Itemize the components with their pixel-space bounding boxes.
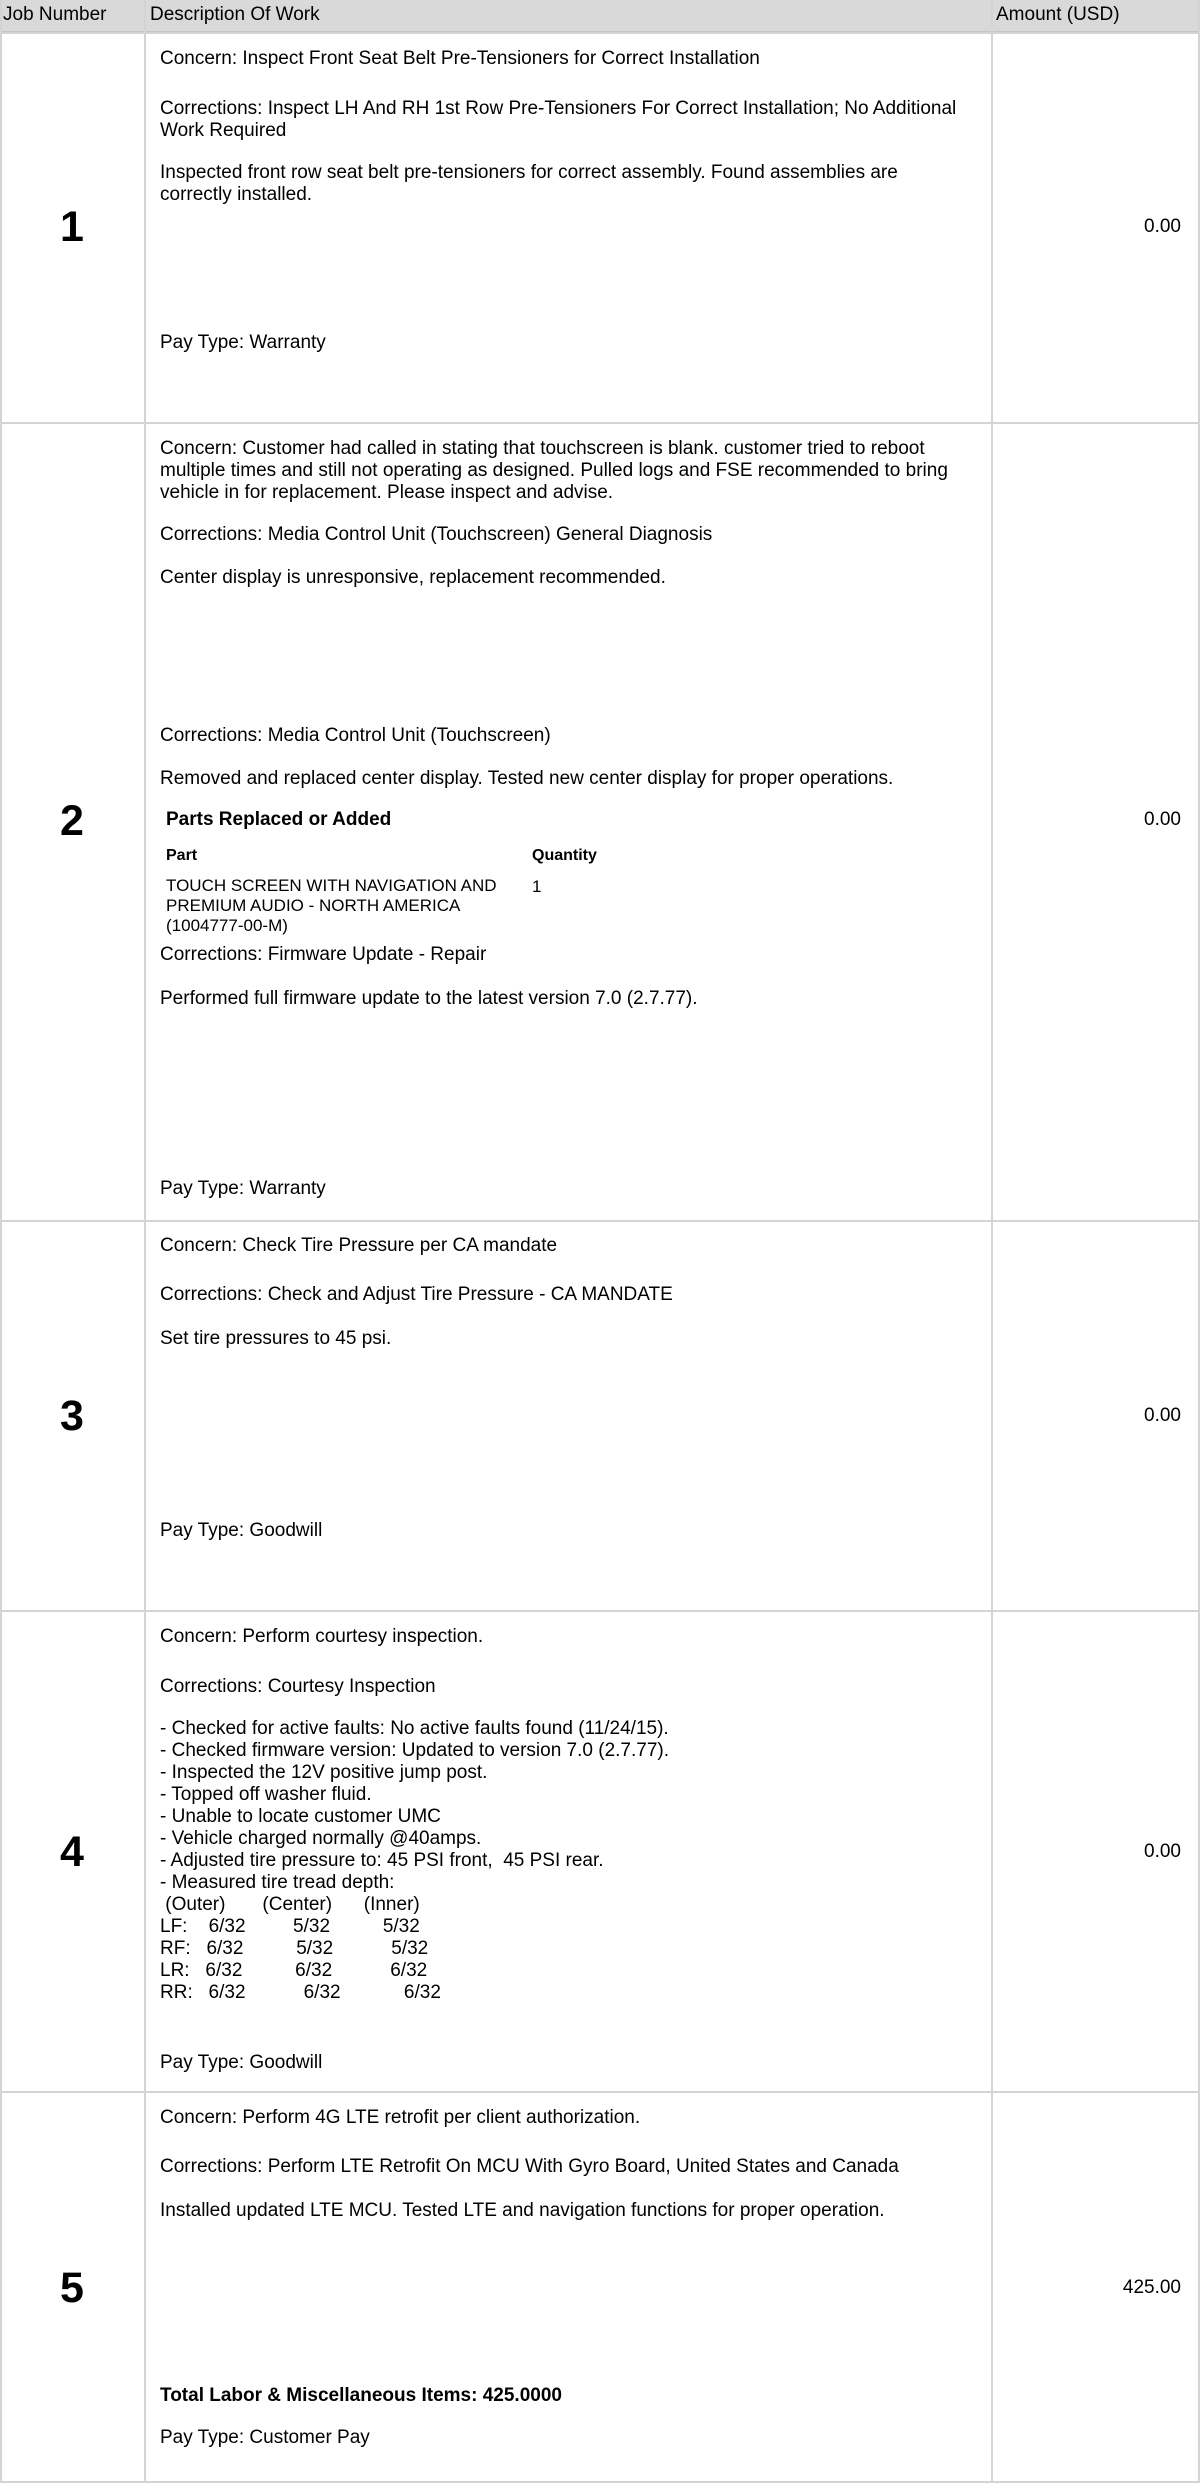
table-header	[0, 0, 1200, 32]
work-notes: Installed updated LTE MCU. Tested LTE and navigation functions for proper operation.	[160, 2200, 885, 2221]
job-number: 1	[60, 203, 84, 251]
pay-type: Pay Type: Goodwill	[160, 1520, 323, 1541]
concern-text: Concern: Check Tire Pressure per CA mandate	[160, 1235, 558, 1256]
job-number: 4	[60, 1828, 84, 1876]
corrections-text: Corrections: Firmware Update - Repair	[160, 944, 487, 965]
pay-type: Pay Type: Warranty	[160, 332, 326, 353]
work-notes: Set tire pressures to 45 psi.	[160, 1328, 392, 1349]
work-notes: Inspected front row seat belt pre-tensioners for correct assembly. Found assemblies are correctly installed.	[160, 162, 898, 205]
job-number: 3	[60, 1392, 84, 1440]
amount-value: 0.00	[1144, 1405, 1181, 1426]
corrections-text: Corrections: Inspect LH And RH 1st Row Pre-Tensioners For Correct Installation; No Additional Work Required	[160, 98, 957, 141]
inspection-checklist: - Checked for active faults: No active faults found (11/24/15). - Checked firmware version: Updated to version 7.0 (2.7.77). - Inspected the 12V positive jump post. - Topped off washer fluid. - Unable to locate customer UMC - Vehicle charged normally @40amps. - Adjusted tire pressure to: 45 PSI front, 45 PSI rear. - Measured tire tread depth: (Outer) (Center) (Inner) LF: 6/32 5/32 5/32 RF: 6/32 5/32 5/32 LR: 6/32 6/32 6/32 RR: 6/32 6/32 6/32	[160, 1718, 670, 2003]
corrections-text: Corrections: Courtesy Inspection	[160, 1676, 436, 1697]
corrections-text: Corrections: Check and Adjust Tire Pressure - CA MANDATE	[160, 1284, 673, 1305]
total-labor: Total Labor & Miscellaneous Items: 425.0000	[160, 2385, 562, 2406]
grid-line	[144, 0, 146, 2483]
job-number: 2	[60, 797, 84, 845]
parts-title: Parts Replaced or Added	[166, 809, 392, 830]
concern-text: Concern: Inspect Front Seat Belt Pre-Tensioners for Correct Installation	[160, 48, 760, 69]
concern-text: Concern: Perform 4G LTE retrofit per client authorization.	[160, 2107, 641, 2128]
part-name: TOUCH SCREEN WITH NAVIGATION AND PREMIUM AUDIO - NORTH AMERICA (1004777-00-M)	[166, 876, 497, 935]
work-notes: Performed full firmware update to the latest version 7.0 (2.7.77).	[160, 988, 698, 1009]
concern-text: Concern: Perform courtesy inspection.	[160, 1626, 484, 1647]
header-job-number: Job Number	[3, 4, 107, 25]
parts-col-part: Part	[166, 847, 198, 864]
pay-type: Pay Type: Goodwill	[160, 2052, 323, 2073]
grid-line	[991, 0, 993, 2483]
row-divider	[0, 2091, 1200, 2093]
job-number: 5	[60, 2264, 84, 2312]
amount-value: 425.00	[1122, 2277, 1181, 2298]
parts-col-quantity: Quantity	[532, 847, 597, 864]
grid-line	[0, 0, 2, 2483]
part-quantity: 1	[532, 877, 542, 896]
concern-text: Concern: Customer had called in stating that touchscreen is blank. customer tried to reboot multiple times and still not operating as designed. Pulled logs and FSE recommended to bring vehicle in for replacement. Please inspect and advise.	[160, 438, 948, 503]
amount-value: 0.00	[1144, 216, 1181, 237]
row-divider	[0, 1220, 1200, 1222]
pay-type: Pay Type: Warranty	[160, 1178, 326, 1199]
row-divider	[0, 1610, 1200, 1612]
amount-value: 0.00	[1144, 809, 1181, 830]
corrections-text: Corrections: Media Control Unit (Touchscreen)	[160, 725, 551, 746]
work-notes: Center display is unresponsive, replacement recommended.	[160, 567, 666, 588]
work-notes: Removed and replaced center display. Tested new center display for proper operations.	[160, 768, 894, 789]
corrections-text: Corrections: Perform LTE Retrofit On MCU With Gyro Board, United States and Canada	[160, 2156, 899, 2177]
row-divider	[0, 422, 1200, 424]
header-amount: Amount (USD)	[996, 4, 1120, 25]
pay-type: Pay Type: Customer Pay	[160, 2427, 370, 2448]
corrections-text: Corrections: Media Control Unit (Touchscreen) General Diagnosis	[160, 524, 713, 545]
header-description: Description Of Work	[150, 4, 320, 25]
amount-value: 0.00	[1144, 1841, 1181, 1862]
row-divider	[0, 32, 1200, 34]
